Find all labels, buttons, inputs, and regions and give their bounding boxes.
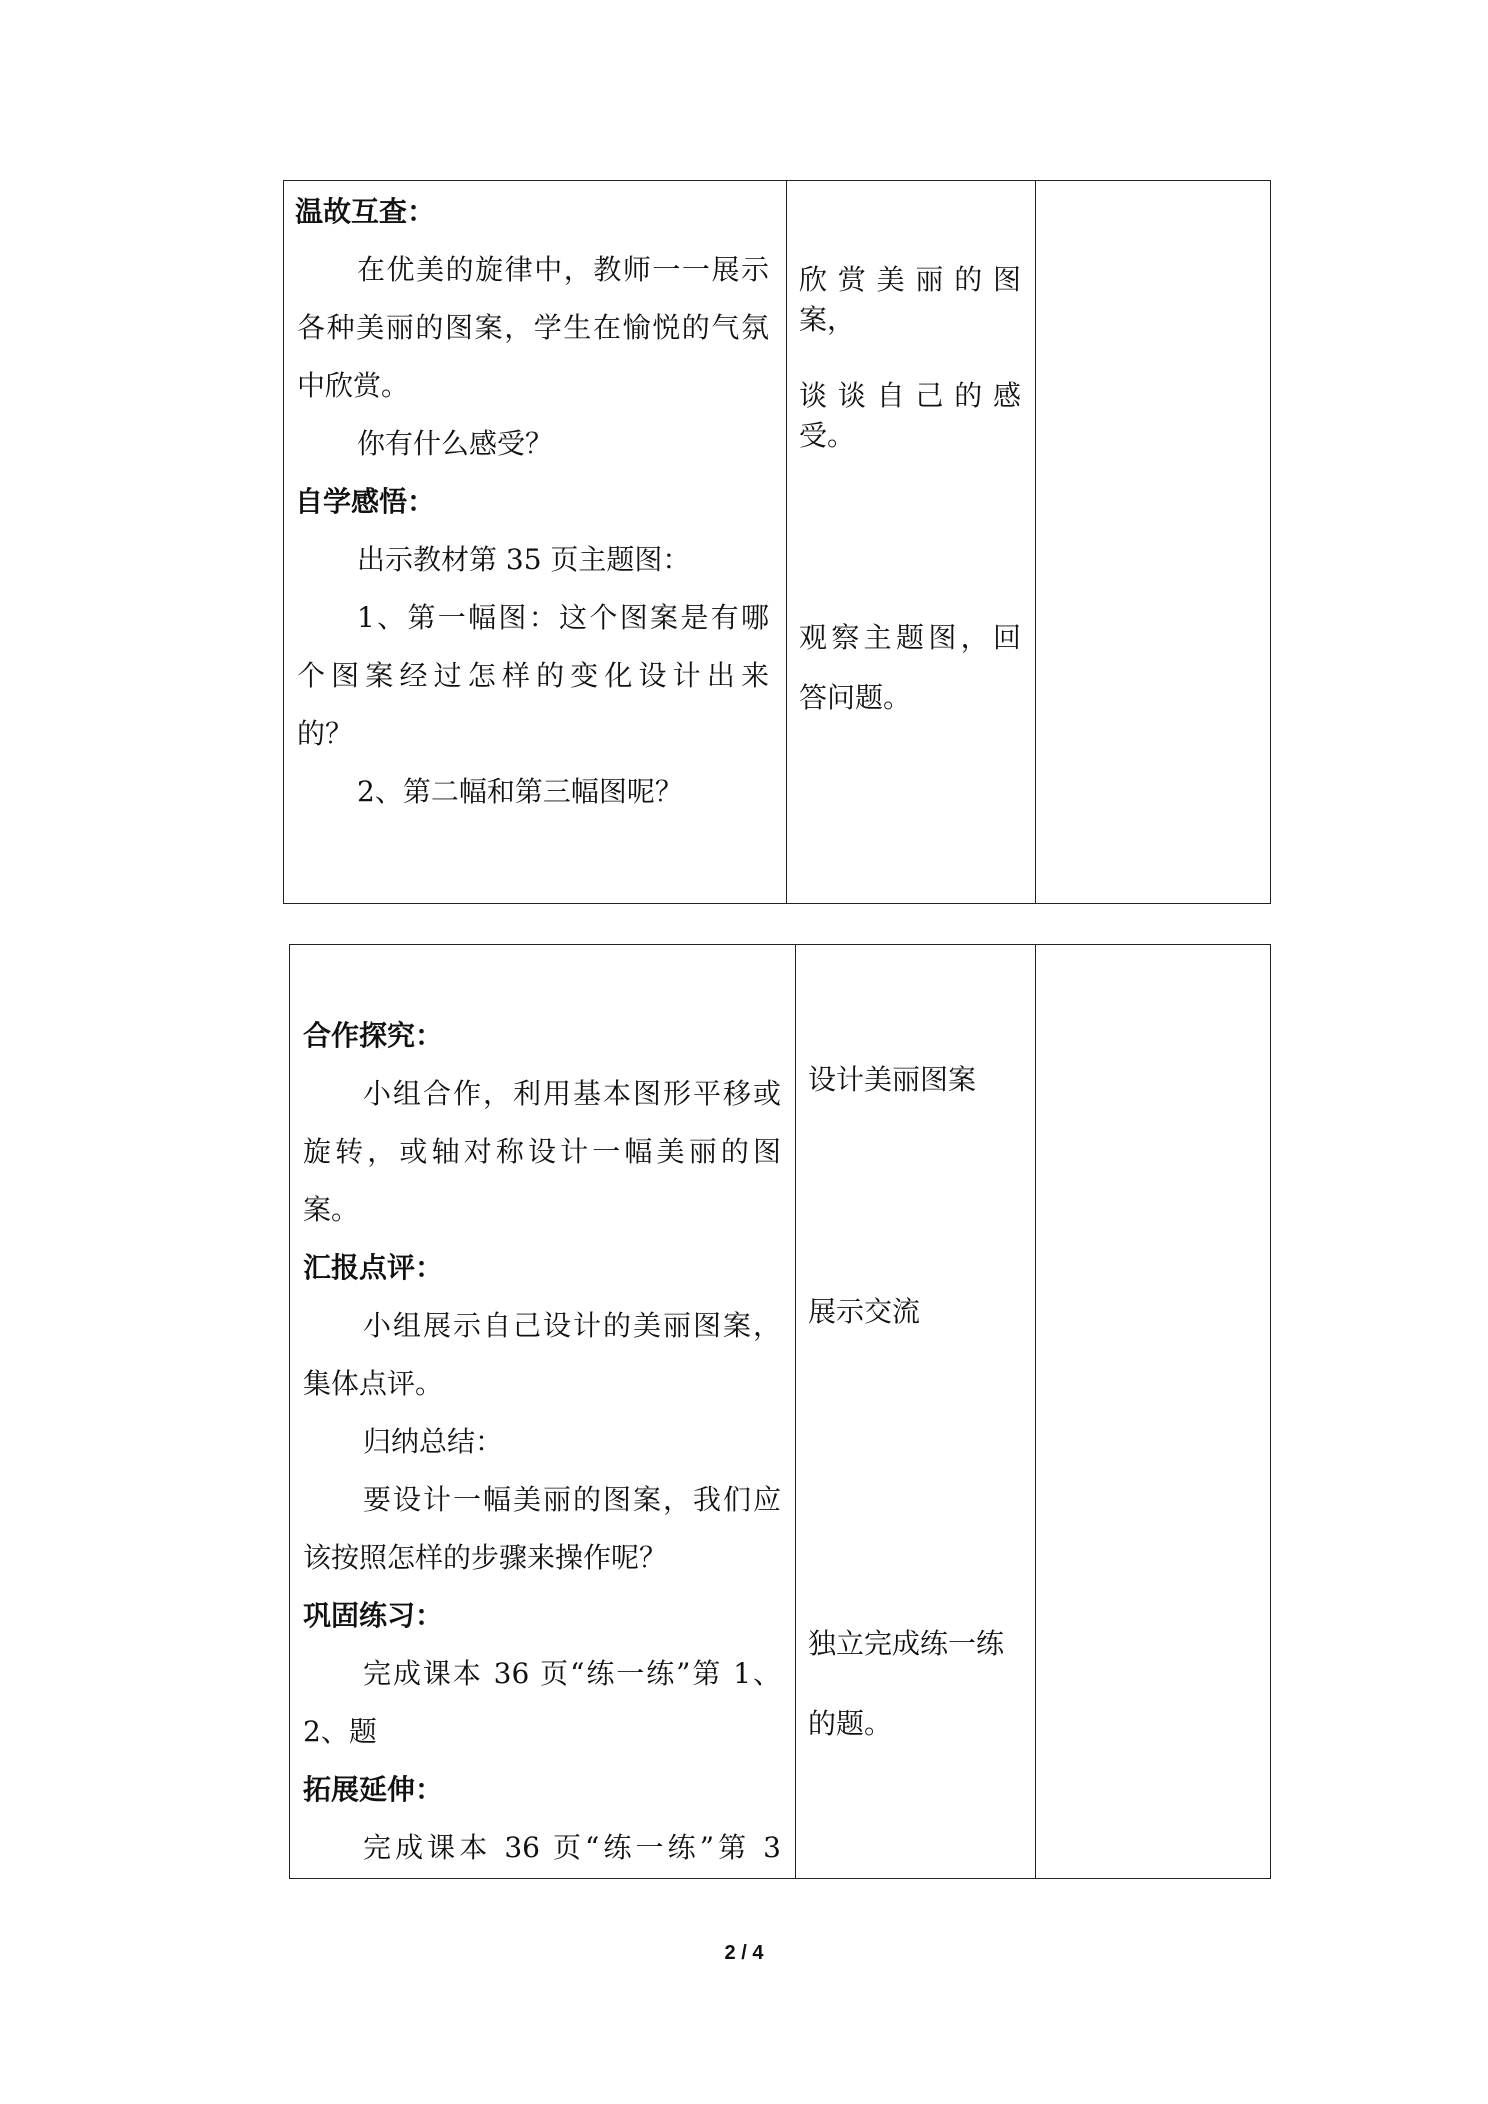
paragraph-line: 各种美丽的图案，学生在愉悦的气氛 <box>297 311 769 344</box>
activity-text: 展示交流 <box>808 1295 921 1328</box>
activity-text: 案， <box>799 303 856 336</box>
section-heading-extend: 拓展延伸： <box>303 1773 444 1806</box>
activity-text: 答问题。 <box>799 681 912 714</box>
section-heading-practice: 巩固练习： <box>303 1599 444 1632</box>
paragraph-line: 的？ <box>297 717 354 750</box>
activity-text: 设计美丽图案 <box>808 1063 977 1096</box>
paragraph-line: 案。 <box>303 1193 360 1226</box>
paragraph-line: 该按照怎样的步骤来操作呢？ <box>303 1541 668 1574</box>
activity-text: 受。 <box>799 419 856 452</box>
column-divider <box>795 945 796 1878</box>
paragraph-line: 2、题 <box>303 1715 377 1748</box>
activity-text: 的题。 <box>808 1707 893 1740</box>
paragraph-line: 个图案经过怎样的变化设计出来 <box>297 659 769 692</box>
section-heading-selfstudy: 自学感悟： <box>295 485 436 518</box>
column-divider <box>786 181 787 903</box>
paragraph-line: 2、第二幅和第三幅图呢？ <box>357 775 683 808</box>
paragraph-line: 小组合作，利用基本图形平移或 <box>363 1077 781 1110</box>
activity-text: 观察主题图，回 <box>799 621 1021 654</box>
page-number: 2 / 4 <box>724 1942 764 1964</box>
paragraph-line: 小组展示自己设计的美丽图案， <box>363 1309 781 1342</box>
activity-text: 谈谈自己的感 <box>799 379 1021 412</box>
section-heading-cooperate: 合作探究： <box>303 1019 444 1052</box>
section-heading-review: 温故互查： <box>295 195 436 228</box>
paragraph-line: 在优美的旋律中，教师一一展示 <box>357 253 769 286</box>
paragraph-line: 完成课本 36 页“练一练”第 3 <box>363 1831 781 1864</box>
column-divider <box>1035 945 1036 1878</box>
column-divider <box>1035 181 1036 903</box>
paragraph-line: 集体点评。 <box>303 1367 444 1400</box>
activity-text: 欣赏美丽的图 <box>799 263 1021 296</box>
paragraph-line: 完成课本 36 页“练一练”第 1、 <box>363 1657 781 1690</box>
paragraph-line: 旋转，或轴对称设计一幅美丽的图 <box>303 1135 781 1168</box>
paragraph-line: 1、第一幅图：这个图案是有哪 <box>357 601 769 634</box>
paragraph-line: 中欣赏。 <box>297 369 410 402</box>
section-heading-report: 汇报点评： <box>303 1251 444 1284</box>
paragraph-line: 要设计一幅美丽的图案，我们应 <box>363 1483 781 1516</box>
paragraph-line: 你有什么感受？ <box>357 427 554 460</box>
activity-text: 独立完成练一练 <box>808 1627 1005 1660</box>
paragraph-line: 归纳总结： <box>363 1425 504 1458</box>
paragraph-line: 出示教材第 35 页主题图： <box>357 543 691 576</box>
